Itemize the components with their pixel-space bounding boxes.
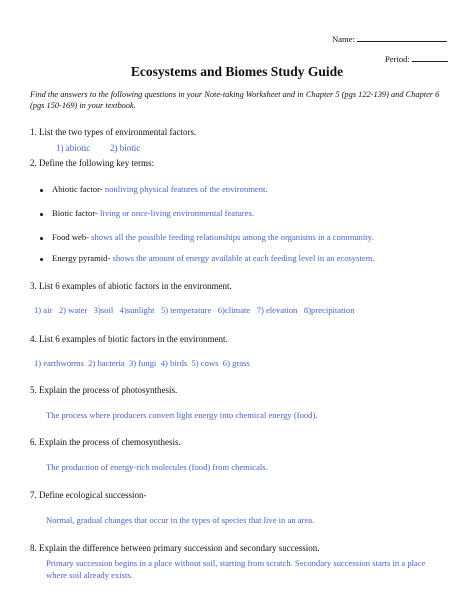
answer-4: 1) earthworms 2) bacteria 3) fungi 4) birds 5) cows 6) grass bbox=[34, 358, 250, 368]
term-label: Energy pyramid- bbox=[52, 253, 111, 263]
question-1: 1. List the two types of environmental factors. bbox=[30, 127, 197, 137]
period-blank-line bbox=[412, 52, 448, 62]
term-definition: living or once-living environmental features. bbox=[100, 208, 254, 218]
term-label: Abiotic factor- bbox=[52, 184, 103, 194]
term-biotic-factor bbox=[52, 208, 254, 218]
bullet-icon bbox=[40, 213, 43, 216]
bullet-icon bbox=[40, 258, 43, 261]
question-8: 8. Explain the difference between primary succession and secondary succession. bbox=[30, 543, 320, 553]
intro-instructions: Find the answers to the following questions in your Note-taking Worksheet and in Chapter 5 (pgs 122-139) and Chapter 6 (pgs 150-169) in your textbook. bbox=[30, 90, 440, 110]
answer-6: The production of energy-rich molecules (food) from chemicals. bbox=[46, 462, 268, 472]
name-blank-line bbox=[357, 32, 447, 42]
term-definition: shows all the possible feeding relationships among the organisms in a community. bbox=[91, 232, 374, 242]
page-title: Ecosystems and Biomes Study Guide bbox=[130, 64, 344, 79]
question-3: 3. List 6 examples of abiotic factors in the environment. bbox=[30, 281, 232, 291]
bullet-icon bbox=[40, 189, 43, 192]
term-abiotic-factor bbox=[52, 184, 268, 194]
bullet-icon bbox=[40, 237, 43, 240]
period-label: Period: bbox=[385, 54, 410, 64]
period-field bbox=[385, 52, 448, 64]
term-label: Food web- bbox=[52, 232, 89, 242]
question-6: 6. Explain the process of chemosynthesis. bbox=[30, 437, 181, 447]
term-label: Biotic factor- bbox=[52, 208, 98, 218]
question-2: 2. Define the following key terms: bbox=[30, 158, 154, 168]
question-4: 4. List 6 examples of biotic factors in the environment. bbox=[30, 334, 228, 344]
name-label: Name: bbox=[332, 34, 355, 44]
term-energy-pyramid bbox=[52, 253, 375, 263]
answer-1-item-1: 1) abiotic bbox=[56, 143, 91, 153]
answer-8: Primary succession begins in a place without soil, starting from scratch. Secondary succession starts in a place where soil already exists. bbox=[46, 558, 426, 580]
question-5: 5. Explain the process of photosynthesis. bbox=[30, 385, 178, 395]
term-definition: shows the amount of energy available at each feeding level in an ecosystem. bbox=[112, 253, 375, 263]
answer-5: The process where producers convert light energy into chemical energy (food). bbox=[46, 410, 318, 420]
answer-7: Normal, gradual changes that occur in the types of species that live in an area. bbox=[46, 515, 315, 525]
answer-1-item-2: 2) biotic bbox=[110, 143, 141, 153]
question-7: 7. Define ecological succession- bbox=[30, 490, 147, 500]
term-food-web bbox=[52, 232, 374, 242]
answer-3: 1) air 2) water 3)soil 4)sunlight 5) temperature 6)climate 7) elevation 8)precipitation bbox=[34, 305, 355, 315]
term-definition: nonliving physical features of the environment. bbox=[104, 184, 268, 194]
name-field bbox=[332, 32, 447, 44]
